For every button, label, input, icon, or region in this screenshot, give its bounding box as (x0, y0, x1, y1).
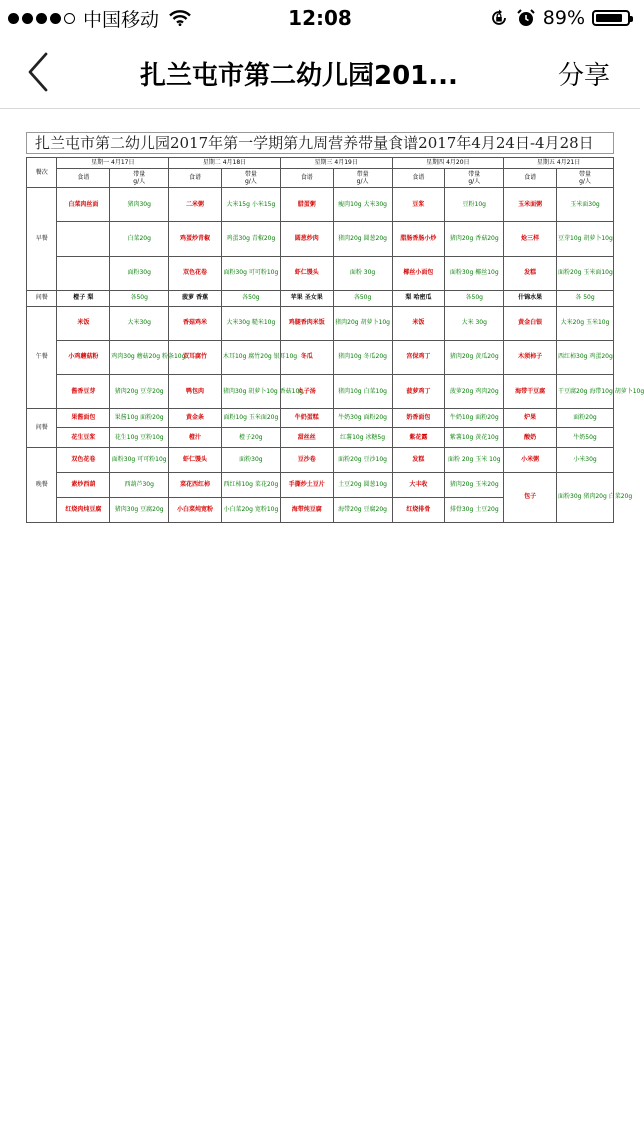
unit-label: g/人 (244, 178, 257, 186)
day-header: 星期五 4月21日 (504, 158, 614, 169)
amount-cell: 牛奶30g 面粉20g (333, 409, 392, 428)
status-bar (0, 0, 640, 36)
dish-cell: 菠萝 香蕉 (169, 290, 222, 306)
dish-cell: 素炒西葫 (57, 472, 110, 497)
chevron-left-icon (18, 48, 58, 96)
dish-cell: 橙子 梨 (57, 290, 110, 306)
dish-cell: 甜丝丝 (280, 428, 333, 447)
dish-cell: 海带干豆腐 (504, 374, 557, 408)
dish-cell: 花生豆浆 (57, 428, 110, 447)
day-header: 星期二 4月18日 (169, 158, 281, 169)
alarm-icon (516, 8, 536, 28)
dish-cell: 炉果 (504, 409, 557, 428)
amount-cell: 豆芽10g 胡萝卜10g (557, 222, 614, 256)
dish-cell: 橙汁 (169, 428, 222, 447)
dish-cell: 腊蛋粥 (280, 188, 333, 222)
dish-cell: 果酱面包 (57, 409, 110, 428)
dish-cell: 小白菜炖宽粉 (169, 497, 222, 522)
dish-cell: 米饭 (57, 306, 110, 340)
amount-cell: 大米30g 糙米10g (221, 306, 280, 340)
dish-cell: 玉米面粥 (504, 188, 557, 222)
amount-cell: 面粉30g 猪肉20g 白菜20g (557, 472, 614, 522)
page-title: 扎兰屯市第二幼儿园201... (140, 61, 458, 91)
dish-cell: 双色花卷 (169, 256, 222, 290)
amount-cell: 红薯10g 冰糖5g (333, 428, 392, 447)
amount-label: 带量 (356, 170, 369, 178)
dish-cell: 鸡蛋炒青椒 (169, 222, 222, 256)
amount-cell: 玉米面30g (557, 188, 614, 222)
dish-cell: 圆葱炒肉 (280, 222, 333, 256)
dish-cell (57, 256, 110, 290)
dish-cell: 酱香豆芽 (57, 374, 110, 408)
amount-cell: 花生10g 豆粉10g (110, 428, 169, 447)
carrier-name: 中国移动 (83, 8, 160, 31)
dish-cell: 小米粥 (504, 447, 557, 472)
dish-cell: 双色花卷 (57, 447, 110, 472)
amount-cell: 猪肉30g 胡萝卜10g 香菇10g (221, 374, 280, 408)
dish-cell: 黄金条 (169, 409, 222, 428)
amount-cell: 牛奶50g (557, 428, 614, 447)
dish-cell: 黄金白银 (504, 306, 557, 340)
amount-cell: 各50g (333, 290, 392, 306)
share-button[interactable]: 分享 (557, 61, 610, 91)
dish-column-header: 食谱 (57, 169, 110, 188)
amount-cell: 猪肉20g 圆葱20g (333, 222, 392, 256)
amount-cell: 白菜20g (110, 222, 169, 256)
dish-cell: 发糕 (392, 447, 445, 472)
day-header: 星期四 4月20日 (392, 158, 504, 169)
dish-cell: 酸奶 (504, 428, 557, 447)
amount-cell: 猪肉20g 黄瓜20g (445, 340, 504, 374)
dish-cell: 小鸡蘑菇粉 (57, 340, 110, 374)
dish-cell: 椰丝小面包 (392, 256, 445, 290)
amount-cell: 干豆腐20g 海带10g 胡萝卜10g (557, 374, 614, 408)
amount-column-header (110, 169, 169, 188)
amount-cell: 面粉 20g 玉米 10g (445, 447, 504, 472)
dish-cell: 虾仁馒头 (280, 256, 333, 290)
amount-cell: 面粉20g 豆沙10g (333, 447, 392, 472)
amount-cell: 海带20g 豆腐20g (333, 497, 392, 522)
amount-cell: 大米20g 玉米10g (557, 306, 614, 340)
amount-cell: 猪肉20g 胡萝卜10g (333, 306, 392, 340)
dish-column-header: 食谱 (392, 169, 445, 188)
dish-cell: 香菇鸡米 (169, 306, 222, 340)
amount-cell: 紫薯10g 黄花10g (445, 428, 504, 447)
status-right (489, 6, 630, 30)
amount-cell: 猪肉20g 香菇20g (445, 222, 504, 256)
amount-cell: 各50g (110, 290, 169, 306)
dish-cell: 梨 哈密瓜 (392, 290, 445, 306)
dish-cell: 发糕 (504, 256, 557, 290)
meal-name: 晚餐 (27, 447, 57, 522)
amount-cell: 土豆20g 圆葱10g (333, 472, 392, 497)
amount-cell: 豆粉10g (445, 188, 504, 222)
menu-table (26, 157, 644, 523)
amount-cell: 面粉 30g (333, 256, 392, 290)
amount-cell: 猪肉20g 豆芽20g (110, 374, 169, 408)
clock: 12:08 (288, 6, 352, 30)
amount-cell: 排骨30g 土豆20g (445, 497, 504, 522)
dish-cell: 豆浆 (392, 188, 445, 222)
amount-cell: 木耳10g 腐竹20g 银耳10g (221, 340, 280, 374)
dish-cell (57, 222, 110, 256)
amount-cell: 面粉10g 玉米面20g (221, 409, 280, 428)
battery-percent: 89% (542, 7, 585, 29)
meal-name: 午餐 (27, 306, 57, 408)
amount-cell: 猪肉10g 白菜10g (333, 374, 392, 408)
amount-label: 带量 (133, 170, 146, 178)
amount-cell: 西红柿30g 鸡蛋20g (557, 340, 614, 374)
day-header: 星期一 4月17日 (57, 158, 169, 169)
amount-cell: 西红柿10g 菜花20g (221, 472, 280, 497)
dish-cell: 奶香面包 (392, 409, 445, 428)
menu-image (26, 132, 644, 524)
amount-cell: 面粉20g (557, 409, 614, 428)
dish-cell: 米饭 (392, 306, 445, 340)
dish-cell: 二米粥 (169, 188, 222, 222)
amount-cell: 面粉30g 可可粉10g (110, 447, 169, 472)
amount-column-header (333, 169, 392, 188)
dish-cell: 紫花露 (392, 428, 445, 447)
amount-cell: 面粉30g (221, 447, 280, 472)
amount-label: 带量 (578, 170, 591, 178)
amount-cell: 菠萝20g 鸡肉20g (445, 374, 504, 408)
unit-label: g/人 (468, 178, 481, 186)
amount-cell: 小白菜20g 宽粉10g (221, 497, 280, 522)
amount-label: 带量 (468, 170, 481, 178)
amount-cell: 猪肉30g (110, 188, 169, 222)
amount-cell: 面粉20g 玉米面10g (557, 256, 614, 290)
amount-cell: 果酱10g 面粉20g (110, 409, 169, 428)
dish-cell: 菠萝鸡丁 (392, 374, 445, 408)
dish-cell: 豆沙卷 (280, 447, 333, 472)
amount-cell: 面粉30g 可可粉10g (221, 256, 280, 290)
unit-label: g/人 (356, 178, 369, 186)
dish-cell: 红烧排骨 (392, 497, 445, 522)
menu-title: 扎兰屯市第二幼儿园2017年第一学期第九周营养带量食谱2017年4月24日-4月28日 (26, 132, 614, 154)
dish-cell: 包子 (504, 472, 557, 522)
rotation-lock-icon (489, 8, 509, 28)
dish-cell: 牛奶蛋糕 (280, 409, 333, 428)
dish-cell: 木须柿子 (504, 340, 557, 374)
meal-name: 间餐 (27, 409, 57, 448)
dish-column-header: 食谱 (280, 169, 333, 188)
amount-cell: 各 50g (557, 290, 614, 306)
amount-cell: 面粉30g (110, 256, 169, 290)
dish-cell: 宫保鸡丁 (392, 340, 445, 374)
amount-cell: 大米30g (110, 306, 169, 340)
back-button[interactable] (18, 48, 58, 96)
dish-cell: 白菜肉丝面 (57, 188, 110, 222)
meal-name: 间餐 (27, 290, 57, 306)
dish-cell: 手撕炒土豆片 (280, 472, 333, 497)
dish-cell: 苹果 圣女果 (280, 290, 333, 306)
amount-column-header (221, 169, 280, 188)
amount-cell: 猪肉20g 玉米20g (445, 472, 504, 497)
amount-cell: 西葫芦30g (110, 472, 169, 497)
dish-cell: 丸子汤 (280, 374, 333, 408)
amount-cell: 瘦肉10g 大米30g (333, 188, 392, 222)
dish-cell: 鸭包肉 (169, 374, 222, 408)
dish-cell: 海带炖豆腐 (280, 497, 333, 522)
amount-cell: 各50g (445, 290, 504, 306)
amount-cell: 小米30g (557, 447, 614, 472)
amount-cell: 面粉30g 椰丝10g (445, 256, 504, 290)
dish-cell: 菜花西红柿 (169, 472, 222, 497)
amount-cell: 猪肉30g 豆腐20g (110, 497, 169, 522)
dish-cell: 冬瓜 (280, 340, 333, 374)
amount-cell: 鸡蛋30g 青椒20g (221, 222, 280, 256)
battery-icon (592, 10, 630, 26)
amount-column-header (445, 169, 504, 188)
amount-cell: 牛奶10g 面粉20g (445, 409, 504, 428)
dish-cell: 大丰收 (392, 472, 445, 497)
dish-column-header: 食谱 (169, 169, 222, 188)
meal-name: 早餐 (27, 188, 57, 290)
day-header: 星期三 4月19日 (280, 158, 392, 169)
amount-cell: 大米 30g (445, 306, 504, 340)
dish-cell: 炝三样 (504, 222, 557, 256)
dish-cell: 鸡腿香肉米饭 (280, 306, 333, 340)
amount-label: 带量 (244, 170, 257, 178)
amount-column-header (557, 169, 614, 188)
unit-label: g/人 (133, 178, 146, 186)
dish-cell: 双耳腐竹 (169, 340, 222, 374)
amount-cell: 各50g (221, 290, 280, 306)
dish-cell: 什锦水果 (504, 290, 557, 306)
unit-label: g/人 (579, 178, 591, 186)
amount-cell: 大米15g 小米15g (221, 188, 280, 222)
amount-cell: 猪肉10g 冬瓜20g (333, 340, 392, 374)
dish-cell: 虾仁馒头 (169, 447, 222, 472)
dish-column-header: 食谱 (504, 169, 557, 188)
amount-cell: 鸡肉30g 蘑菇20g 粉条10g (110, 340, 169, 374)
navigation-bar (0, 36, 640, 109)
amount-cell: 橙子20g (221, 428, 280, 447)
dish-cell: 红烧肉炖豆腐 (57, 497, 110, 522)
battery-fill (596, 14, 622, 22)
dish-cell: 腊肠香肠小炒 (392, 222, 445, 256)
meal-header: 餐次 (27, 158, 57, 188)
